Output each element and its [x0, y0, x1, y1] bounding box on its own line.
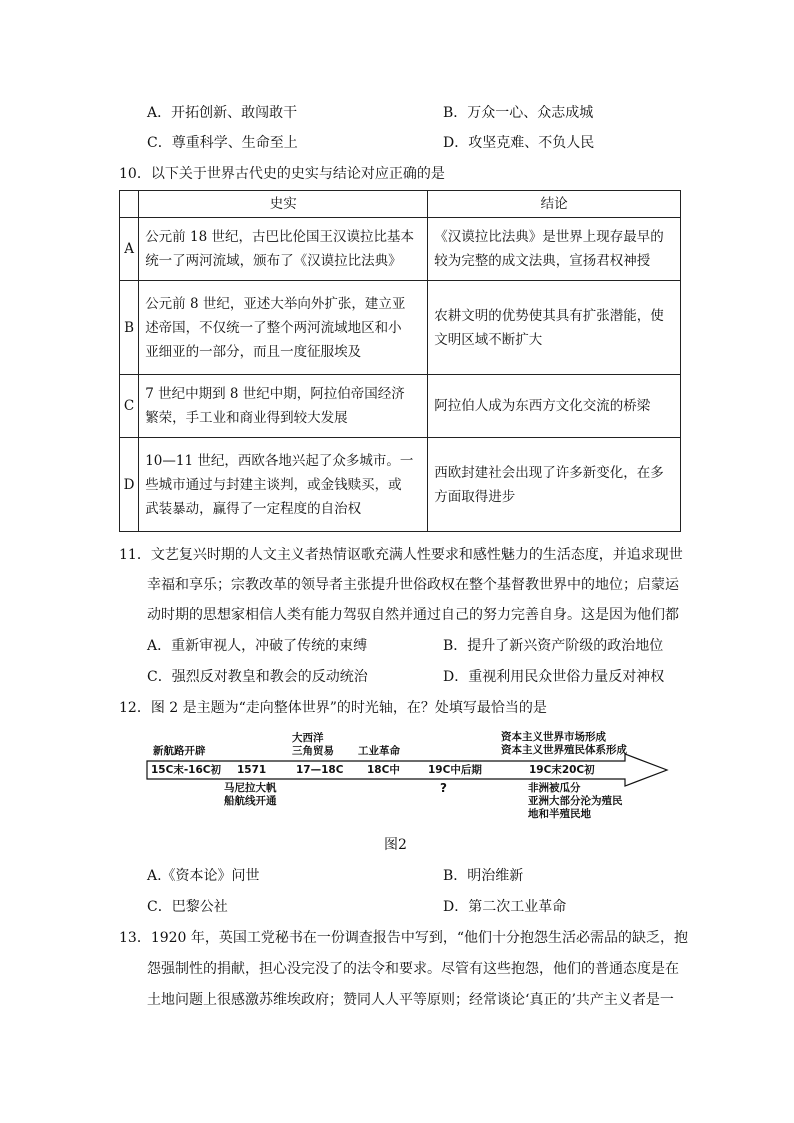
- row-label: B: [120, 281, 139, 375]
- label-manila-1: 马尼拉大帆: [224, 782, 277, 794]
- q12-stem: 12．图 2 是主题为“走向整体世界”的时光轴，在？处填写最恰当的是: [119, 700, 547, 716]
- table-header-blank: [120, 191, 139, 218]
- row-conclusion: [428, 218, 681, 281]
- q9-option-a: A．开拓创新、敢闯敢干: [147, 105, 298, 121]
- row-fact: [139, 375, 428, 438]
- q11-option-c: C．强烈反对教皇和教会的反动统治: [147, 669, 368, 685]
- row-conclusion-line: 阿拉伯人成为东西方文化交流的桥梁: [434, 398, 651, 414]
- axis-tick-3: 18C中: [367, 764, 400, 776]
- row-conclusion-line: 方面取得进步: [434, 488, 516, 505]
- q11-stem-line-1: 11．文艺复兴时期的人文主义者热情讴歌充满人性要求和感性魅力的生活态度，并追求现世: [119, 547, 683, 563]
- row-fact: [139, 438, 428, 532]
- row-conclusion-line: 《汉谟拉比法典》是世界上现存最早的: [434, 229, 664, 245]
- q11-option-b: B．提升了新兴资产阶级的政治地位: [443, 638, 664, 654]
- row-conclusion-line: 较为完整的成文法典，宣扬君权神授: [434, 253, 651, 269]
- q11-option-d: D．重视利用民众世俗力量反对神权: [443, 669, 665, 685]
- label-new-route: 新航路开辟: [153, 745, 206, 757]
- label-asia-1: 亚洲大部分沦为殖民: [528, 795, 623, 807]
- label-question-mark: ?: [440, 781, 447, 795]
- q9-option-d: D．攻坚克难、不负人民: [443, 135, 595, 151]
- row-fact: [139, 218, 428, 281]
- q10-stem: 10．以下关于世界古代史的史实与结论对应正确的是: [119, 166, 445, 182]
- label-africa: 非洲被瓜分: [528, 782, 581, 794]
- table-row: [120, 375, 681, 438]
- label-colonial: 资本主义世界殖民体系形成: [501, 744, 627, 756]
- axis-tick-2: 17—18C: [296, 764, 344, 776]
- timeline-figure: [145, 725, 670, 830]
- q12-option-b: B．明治维新: [443, 868, 524, 884]
- label-market: 资本主义世界市场形成: [501, 731, 606, 743]
- row-conclusion: [428, 375, 681, 438]
- q9-option-c: C．尊重科学、生命至上: [147, 135, 298, 151]
- label-industrial: 工业革命: [358, 745, 400, 757]
- row-conclusion-line: 农耕文明的优势使其具有扩张潜能，使: [434, 307, 664, 324]
- q13-stem-line-2: 怨强制性的捐献，担心没完没了的法令和要求。尽管有这些抱怨，他们的普通态度是在: [147, 961, 679, 977]
- table-row: [120, 281, 681, 375]
- q11-stem-line-3: 动时期的思想家相信人类有能力驾驭自然并通过自己的努力完善自身。这是因为他们都: [147, 607, 679, 623]
- table-row: [120, 438, 681, 532]
- q11-stem-line-2: 幸福和享乐；宗教改革的领导者主张提升世俗政权在整个基督教世界中的地位；启蒙运: [147, 577, 679, 593]
- row-fact-line: 亚细亚的一部分，而且一度征服埃及: [145, 343, 362, 360]
- table-header-row: [120, 191, 681, 218]
- figure-caption: 图2: [384, 837, 407, 853]
- row-fact-line: 武装暴动，赢得了一定程度的自治权: [145, 500, 362, 517]
- table-row: [120, 218, 681, 281]
- row-fact-line: 公元前 8 世纪，亚述大举向外扩张，建立亚: [145, 295, 406, 312]
- q12-option-c: C．巴黎公社: [147, 899, 228, 915]
- q9-option-b: B．万众一心、众志成城: [443, 105, 594, 121]
- row-conclusion: [428, 281, 681, 375]
- row-fact-line: 公元前 18 世纪，古巴比伦国王汉谟拉比基本: [145, 229, 414, 245]
- row-fact-line: 述帝国，不仅统一了整个两河流域地区和小: [145, 319, 402, 336]
- row-conclusion-line: 西欧封建社会出现了许多新变化，在多: [434, 464, 664, 481]
- axis-tick-1: 1571: [237, 764, 267, 776]
- label-atlantic-2: 三角贸易: [292, 745, 334, 757]
- row-fact-line: 些城市通过与封建主谈判，或金钱赎买，或: [145, 476, 402, 493]
- row-label: A: [120, 218, 139, 281]
- q11-option-a: A．重新审视人，冲破了传统的束缚: [147, 638, 368, 654]
- row-fact-line: 10—11 世纪，西欧各地兴起了众多城市。一: [145, 452, 414, 469]
- row-conclusion-line: 文明区域不断扩大: [434, 331, 543, 348]
- axis-tick-5: 19C末20C初: [529, 764, 595, 776]
- row-fact-line: 7 世纪中期到 8 世纪中期，阿拉伯帝国经济: [145, 386, 405, 402]
- row-conclusion: [428, 438, 681, 532]
- table-header-conclusion: 结论: [428, 191, 681, 218]
- row-label: D: [120, 438, 139, 532]
- row-fact: [139, 281, 428, 375]
- row-label: C: [120, 375, 139, 438]
- label-asia-2: 地和半殖民地: [528, 808, 591, 820]
- row-fact-line: 繁荣，手工业和商业得到较大发展: [145, 410, 348, 426]
- axis-tick-4: 19C中后期: [428, 764, 482, 776]
- q13-stem-line-3: 土地问题上很感激苏维埃政府；赞同人人平等原则；经常谈论‘真正的’共产主义者是一: [147, 992, 674, 1008]
- row-fact-line: 统一了两河流域，颁布了《汉谟拉比法典》: [145, 253, 402, 269]
- axis-tick-0: 15C末-16C初: [151, 764, 221, 776]
- table-header-fact: 史实: [139, 191, 428, 218]
- label-atlantic-1: 大西洋: [292, 732, 324, 744]
- q12-option-a: A.《资本论》问世: [147, 868, 260, 884]
- q10-table: [119, 190, 681, 532]
- label-manila-2: 船航线开通: [224, 795, 277, 807]
- q13-stem-line-1: 13．1920 年，英国工党秘书在一份调查报告中写到，“他们十分抱怨生活必需品的缺乏，抱: [119, 930, 689, 946]
- q12-option-d: D．第二次工业革命: [443, 899, 567, 915]
